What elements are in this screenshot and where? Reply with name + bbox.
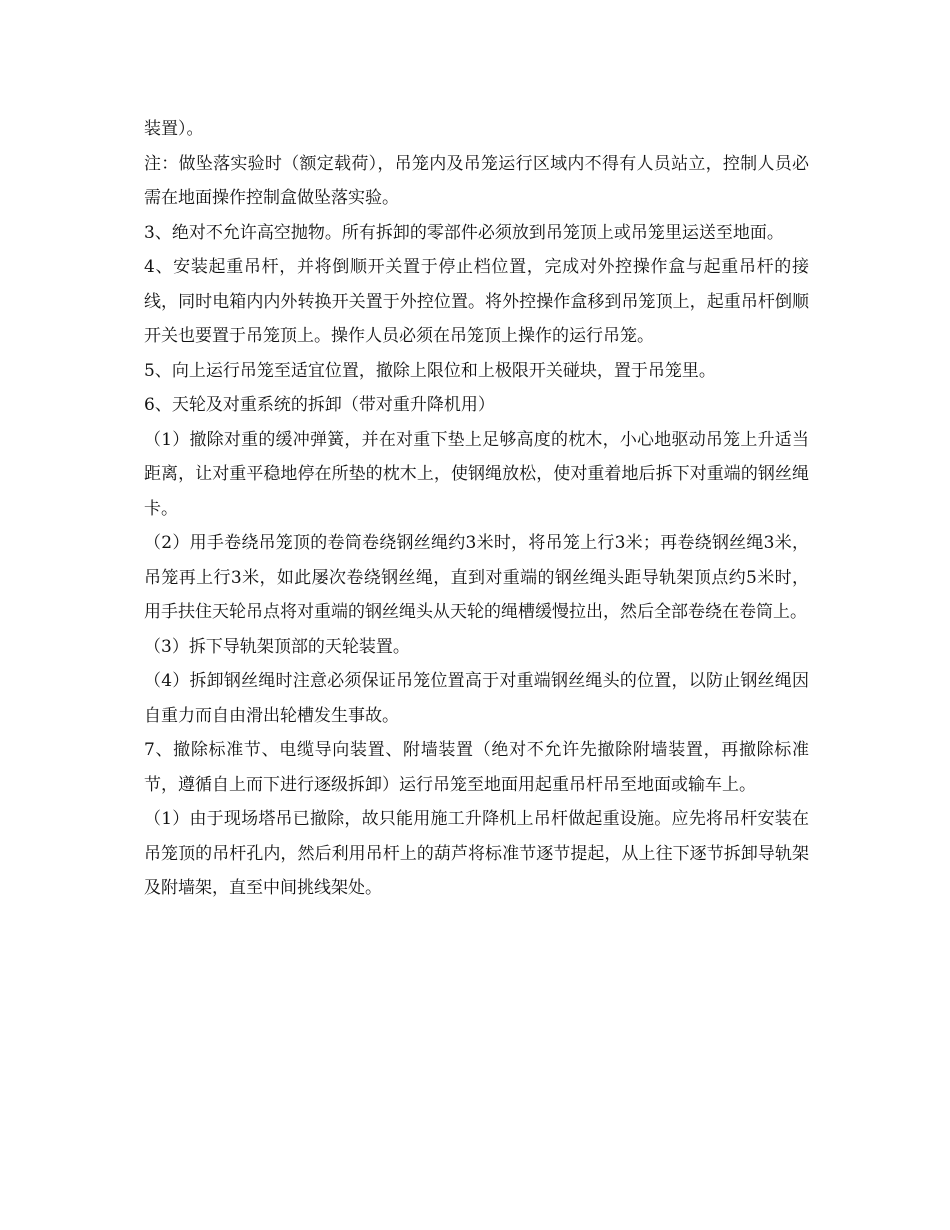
paragraph: （4）拆卸钢丝绳时注意必须保证吊笼位置高于对重端钢丝绳头的位置，以防止钢丝绳因自重力而自由滑出轮槽发生事故。 bbox=[144, 671, 809, 726]
paragraph: 6、天轮及对重系统的拆卸（带对重升降机用） bbox=[144, 395, 495, 415]
paragraph: （3）拆下导轨架顶部的天轮装置。 bbox=[144, 636, 410, 657]
paragraph: 4、安装起重吊杆，并将倒顺开关置于停止档位置，完成对外控操作盒与起重吊杆的接线，同时电箱内内外转换开关置于外控位置。将外控操作盒移到吊笼顶上，起重吊杆倒顺开关也要置于吊笼顶上。操作人员必须在吊笼顶上操作的运行吊笼。 bbox=[144, 257, 809, 346]
paragraph: （1）由于现场塔吊已撤除，故只能用施工升降机上吊杆做起重设施。应先将吊杆安装在吊笼顶的吊杆孔内，然后利用吊杆上的葫芦将标准节逐节提起，从上往下逐节拆卸导轨架及附墙架，直至中间挑线架处。 bbox=[144, 809, 809, 898]
document-body bbox=[144, 112, 809, 906]
paragraph: 5、向上运行吊笼至适宜位置，撤除上限位和上极限开关碰块，置于吊笼里。 bbox=[144, 360, 716, 381]
paragraph: （1）撤除对重的缓冲弹簧，并在对重下垫上足够高度的枕木，小心地驱动吊笼上升适当距离，让对重平稳地停在所垫的枕木上，使钢绳放松，使对重着地后拆下对重端的钢丝绳卡。 bbox=[144, 429, 809, 519]
paragraph: 注：做坠落实验时（额定载荷），吊笼内及吊笼运行区域内不得有人员站立，控制人员必需在地面操作控制盒做坠落实验。 bbox=[144, 153, 809, 208]
paragraph: （2）用手卷绕吊笼顶的卷筒卷绕钢丝绳约3米时，将吊笼上行3米；再卷绕钢丝绳3米，吊笼再上行3米，如此屡次卷绕钢丝绳，直到对重端的钢丝绳头距导轨架顶点约5米时，用手扶住天轮吊点将对重端的钢丝绳头从天轮的绳槽缓慢拉出，然后全部卷绕在卷筒上。 bbox=[144, 533, 809, 622]
paragraph: 3、绝对不允许高空抛物。所有拆卸的零部件必须放到吊笼顶上或吊笼里运送至地面。 bbox=[144, 222, 784, 243]
paragraph: 装置）。 bbox=[144, 119, 204, 139]
paragraph: 7、撤除标准节、电缆导向装置、附墙装置（绝对不允许先撤除附墙装置，再撤除标准节，遵循自上而下进行逐级拆卸）运行吊笼至地面用起重吊杆吊至地面或输车上。 bbox=[144, 740, 809, 795]
